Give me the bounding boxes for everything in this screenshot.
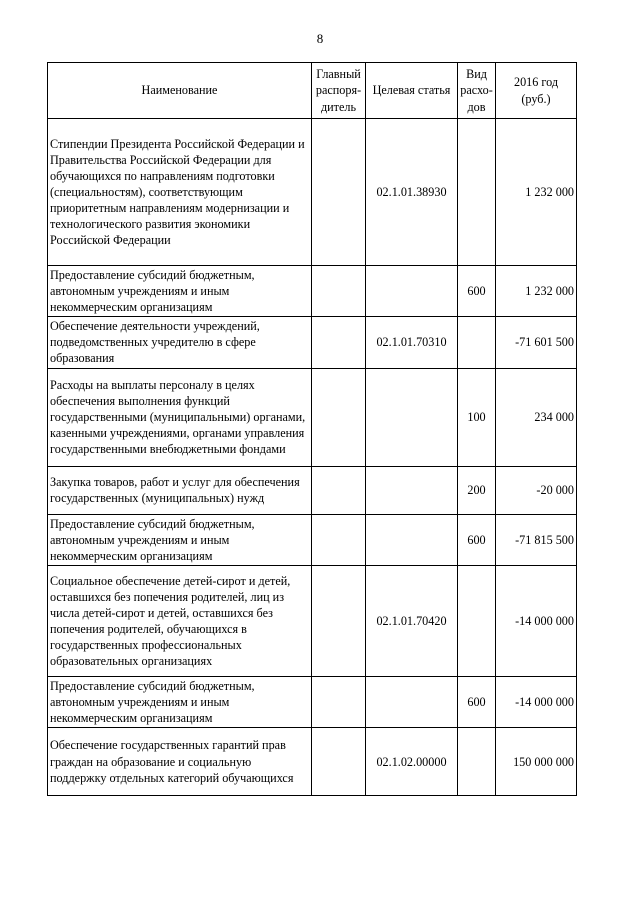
row-vid [458,728,496,796]
row-amount: -71 815 500 [496,514,577,565]
row-admin [312,466,366,514]
table-row [48,119,577,266]
row-name: Стипендии Президента Российской Федерации и Правительства Российской Федерации для обучающихся по направлениям подготовки (специальностям), соответствующим приоритетным направлениям модернизации и технологического развития экономики Российской Федерации [48,119,312,266]
row-vid: 100 [458,368,496,466]
table-row [48,317,577,368]
row-code: 02.1.01.70420 [366,565,458,676]
row-amount: -71 601 500 [496,317,577,368]
table-row [48,266,577,317]
table-row [48,565,577,676]
row-amount: 150 000 000 [496,728,577,796]
header-row [48,63,577,119]
header-admin: Главный распоря-дитель [312,63,366,119]
header-amount: 2016 год (руб.) [496,63,577,119]
table-row [48,368,577,466]
row-amount: 1 232 000 [496,119,577,266]
header-vid: Вид расхо-дов [458,63,496,119]
row-name: Предоставление субсидий бюджетным, автономным учреждениям и иным некоммерческим организациям [48,514,312,565]
row-vid: 600 [458,676,496,727]
table-row [48,676,577,727]
row-code [366,466,458,514]
table-row [48,728,577,796]
row-code [366,514,458,565]
row-amount: -14 000 000 [496,565,577,676]
row-amount: 234 000 [496,368,577,466]
row-code [366,266,458,317]
row-code [366,368,458,466]
header-code: Целевая статья [366,63,458,119]
row-name: Обеспечение деятельности учреждений, подведомственных учредителю в сфере образования [48,317,312,368]
row-name: Предоставление субсидий бюджетным, автономным учреждениям и иным некоммерческим организациям [48,676,312,727]
row-vid: 200 [458,466,496,514]
row-name: Расходы на выплаты персоналу в целях обеспечения выполнения функций государственными (муниципальными) органами, казенными учреждениями, органами управления государственными внебюджетными фондами [48,368,312,466]
row-code: 02.1.02.00000 [366,728,458,796]
table-row [48,514,577,565]
row-admin [312,676,366,727]
budget-table [47,62,577,796]
row-amount: -14 000 000 [496,676,577,727]
page-number: 8 [316,31,324,46]
table-row [48,466,577,514]
row-vid: 600 [458,266,496,317]
row-code: 02.1.01.70310 [366,317,458,368]
row-admin [312,565,366,676]
row-amount: 1 232 000 [496,266,577,317]
row-code [366,676,458,727]
row-admin [312,317,366,368]
row-name: Предоставление субсидий бюджетным, автономным учреждениям и иным некоммерческим организациям [48,266,312,317]
row-vid [458,565,496,676]
row-admin [312,119,366,266]
header-name: Наименование [48,63,312,119]
row-admin [312,266,366,317]
row-admin [312,368,366,466]
row-name: Закупка товаров, работ и услуг для обеспечения государственных (муниципальных) нужд [48,466,312,514]
row-name: Социальное обеспечение детей-сирот и детей, оставшихся без попечения родителей, лиц из числа детей-сирот и детей, оставшихся без попечения родителей, обучающихся в государственных профессиональных образовательных организациях [48,565,312,676]
row-admin [312,514,366,565]
row-name: Обеспечение государственных гарантий прав граждан на образование и социальную поддержку отдельных категорий обучающихся [48,728,312,796]
row-vid [458,119,496,266]
row-code: 02.1.01.38930 [366,119,458,266]
row-admin [312,728,366,796]
row-amount: -20 000 [496,466,577,514]
row-vid: 600 [458,514,496,565]
row-vid [458,317,496,368]
